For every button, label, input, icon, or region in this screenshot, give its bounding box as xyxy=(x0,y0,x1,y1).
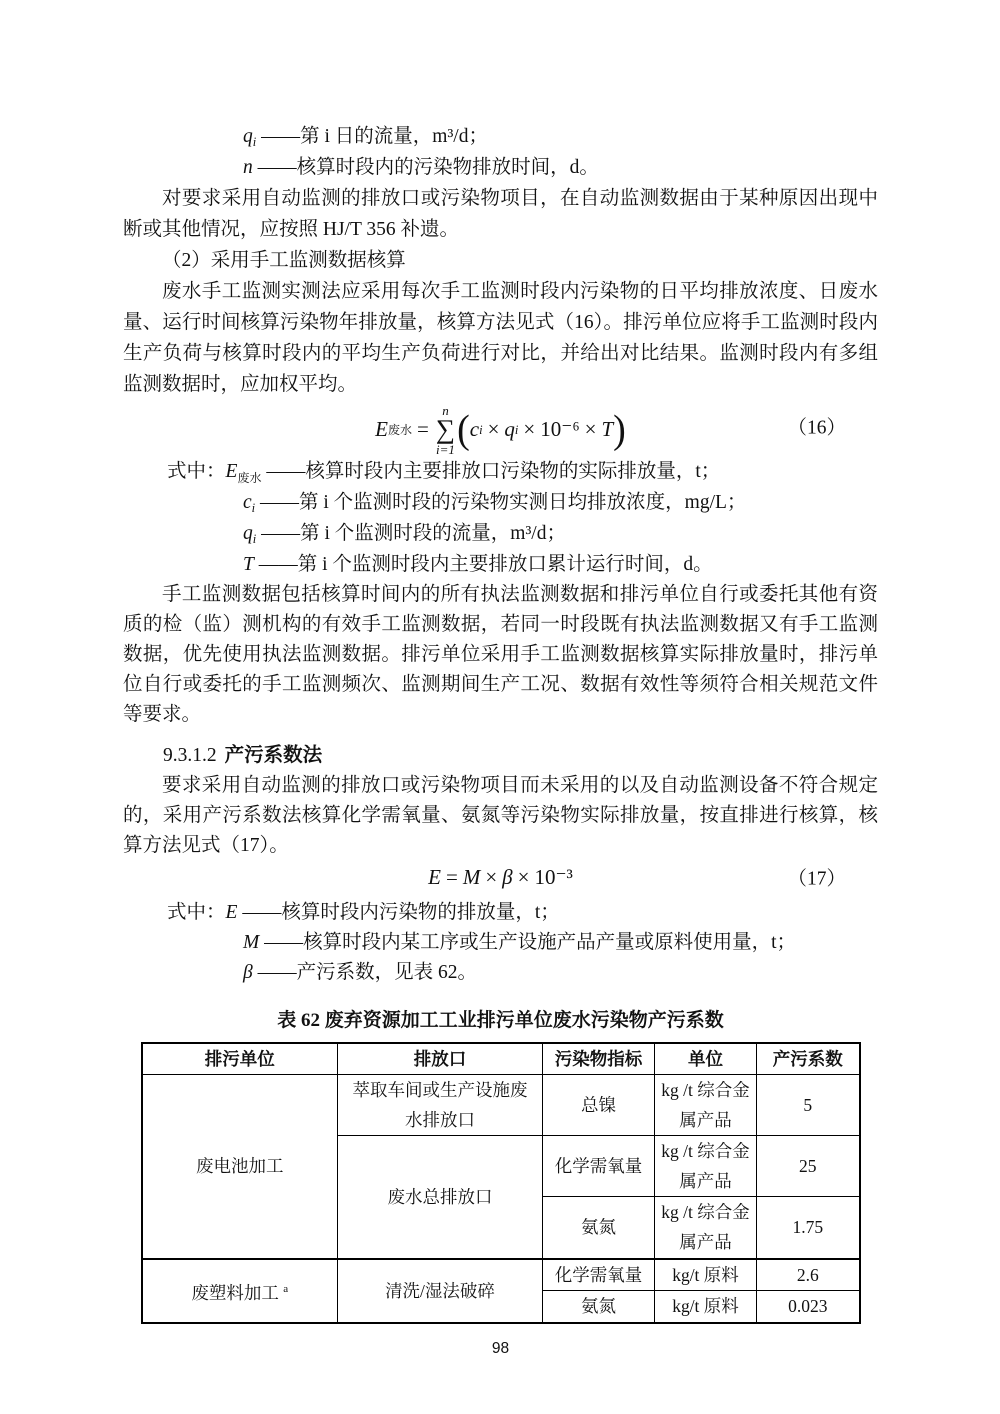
math-var: E xyxy=(428,865,441,889)
formula-16-expression: E 废水 = n ∑ i=1 ( c i × q i × 10⁻⁶ × T ) xyxy=(375,403,626,457)
definition-text: ——第 i 个监测时段的流量，m³/d； xyxy=(261,523,566,544)
power-of-ten: 10⁻³ xyxy=(534,865,573,889)
math-var: q xyxy=(504,417,515,442)
cell-coefficient: 1.75 xyxy=(757,1197,860,1259)
math-var: T xyxy=(243,554,254,575)
cell-unit: kg /t 综合金属产品 xyxy=(655,1075,757,1136)
equals-sign: = xyxy=(417,417,429,442)
where-clause-16 xyxy=(123,456,878,580)
polluting-unit-text: 废塑料加工 xyxy=(191,1282,279,1303)
times-sign: × xyxy=(517,865,530,889)
paragraph-auto-monitoring: 对要求采用自动监测的排放口或污染物项目，在自动监测数据由于某种原因出现中断或其他情况，应按照 HJ/T 356 补遗。 xyxy=(123,188,878,240)
math-subscript: i xyxy=(251,501,256,515)
cell-coefficient: 2.6 xyxy=(757,1259,860,1291)
times-sign: × xyxy=(523,417,536,442)
cell-pollutant: 化学需氧量 xyxy=(543,1136,655,1197)
math-subscript: i xyxy=(252,532,257,546)
table-row xyxy=(142,1075,860,1136)
section-heading-9312 xyxy=(163,740,878,771)
header-pollutant-indicator: 污染物指标 xyxy=(543,1043,655,1075)
summation-symbol xyxy=(436,404,455,456)
pollution-coefficient-table xyxy=(141,1042,861,1324)
sigma-icon: ∑ xyxy=(435,414,456,444)
where-line xyxy=(167,897,878,928)
math-subscript: i xyxy=(252,135,257,149)
header-coefficient: 产污系数 xyxy=(757,1043,860,1075)
math-var: E xyxy=(375,417,388,442)
section-title: 产污系数法 xyxy=(224,745,323,766)
math-var: E xyxy=(225,902,238,923)
cell-pollutant: 总镍 xyxy=(543,1075,655,1136)
paragraph-manual-data-rules: 手工监测数据包括核算时间内的所有执法监测数据和排污单位自行或委托其他有资质的检（监）测机构的有效手工监测数据，若同一时段既有执法监测数据又有手工监测数据，优先使用执法监测数据。排污单位采用手工监测数据核算实际排放量时，排污单位自行或委托的手工监测频次、监测期间生产工况、数据有效性等须符合相关规范文件等要求。 xyxy=(123,584,878,725)
header-polluting-unit: 排污单位 xyxy=(142,1043,338,1075)
math-var: M xyxy=(243,932,260,953)
formula-17-row xyxy=(123,863,878,895)
where-clause-17 xyxy=(123,897,878,988)
definition-text: ——第 i 个监测时段的污染物实测日均排放浓度，mg/L； xyxy=(260,492,747,513)
equals-sign: = xyxy=(445,865,458,889)
cell-outlet: 废水总排放口 xyxy=(338,1136,543,1259)
formula-17-expression xyxy=(428,867,573,888)
sum-lower-limit: i=1 xyxy=(436,441,455,457)
times-sign: × xyxy=(584,417,597,442)
cell-coefficient: 5 xyxy=(757,1075,860,1136)
cell-unit: kg /t 综合金属产品 xyxy=(655,1197,757,1259)
formula-16-row xyxy=(123,403,878,457)
paragraph-coefficient-method: 要求采用自动监测的排放口或污染物项目而未采用的以及自动监测设备不符合规定的，采用产污系数法核算化学需氧量、氨氮等污染物实际排放量，按直排进行核算，核算方法见式（17）。 xyxy=(123,775,878,856)
table-header-row xyxy=(142,1043,860,1075)
definition-line-n xyxy=(243,152,878,183)
formula-16-number: （16） xyxy=(787,417,846,439)
where-line xyxy=(243,518,878,549)
footnote-marker: a xyxy=(283,1282,289,1295)
where-line xyxy=(243,487,878,518)
paragraph-manual-method: 废水手工监测实测法应采用每次手工监测时段内污染物的日平均排放浓度、日废水量、运行时间核算污染物年排放量，核算方法见式（16）。排污单位应将手工监测时段内生产负荷与核算时段内的平均生产负荷进行对比，并给出对比结果。监测时段内有多组监测数据时，应加权平均。 xyxy=(123,281,878,395)
table-row xyxy=(142,1259,860,1291)
definition-text: ——产污系数，见表 62。 xyxy=(257,962,477,983)
open-paren: ( xyxy=(457,407,470,452)
cell-polluting-unit: 废电池加工 xyxy=(142,1075,338,1259)
cell-pollutant: 氨氮 xyxy=(543,1197,655,1259)
definition-text: ——第 i 个监测时段内主要排放口累计运行时间，d。 xyxy=(258,554,713,575)
times-sign: × xyxy=(485,865,498,889)
math-var: E xyxy=(225,461,238,482)
definition-text: ——第 i 日的流量，m³/d； xyxy=(261,126,488,147)
cell-polluting-unit xyxy=(142,1259,338,1323)
math-var: c xyxy=(243,492,252,513)
math-var: c xyxy=(469,417,480,442)
cell-outlet: 萃取车间或生产设施废水排放口 xyxy=(338,1075,543,1136)
where-prefix: 式中： xyxy=(167,902,226,923)
math-var: β xyxy=(502,865,513,889)
section-number: 9.3.1.2 xyxy=(163,745,217,766)
subheading-manual-monitoring: （2）采用手工监测数据核算 xyxy=(162,250,406,271)
cell-pollutant: 氨氮 xyxy=(543,1291,655,1323)
cell-unit: kg /t 综合金属产品 xyxy=(655,1136,757,1197)
math-var: T xyxy=(601,417,614,442)
power-of-ten: 10⁻⁶ xyxy=(540,417,580,442)
math-var: q xyxy=(243,523,253,544)
math-var: n xyxy=(243,157,253,178)
definition-text: ——核算时段内主要排放口污染物的实际排放量，t； xyxy=(266,461,721,482)
definition-text: ——核算时段内污染物的排放量，t； xyxy=(242,902,560,923)
table-62-title: 表 62 废弃资源加工工业排污单位废水污染物产污系数 xyxy=(277,1010,724,1031)
times-sign: × xyxy=(487,417,500,442)
header-outlet: 排放口 xyxy=(338,1043,543,1075)
definition-text: ——核算时段内某工序或生产设施产品产量或原料使用量，t； xyxy=(264,932,797,953)
header-unit: 单位 xyxy=(655,1043,757,1075)
where-line xyxy=(167,456,878,487)
definition-text: ——核算时段内的污染物排放时间，d。 xyxy=(257,157,599,178)
sum-upper-limit: n xyxy=(442,403,449,418)
cell-unit: kg/t 原料 xyxy=(655,1291,757,1323)
where-prefix: 式中： xyxy=(167,461,226,482)
math-var: M xyxy=(462,865,481,889)
math-var: q xyxy=(243,126,253,147)
math-subscript: 废水 xyxy=(237,471,262,485)
cell-pollutant: 化学需氧量 xyxy=(543,1259,655,1291)
where-line xyxy=(243,928,878,958)
where-line xyxy=(243,549,878,580)
page-content xyxy=(123,0,878,1358)
page-number: 98 xyxy=(491,1339,510,1357)
cell-coefficient: 0.023 xyxy=(757,1291,860,1323)
cell-outlet: 清洗/湿法破碎 xyxy=(338,1259,543,1323)
close-paren: ) xyxy=(613,407,626,452)
where-line xyxy=(243,958,878,988)
formula-17-number: （17） xyxy=(787,868,846,890)
math-var: β xyxy=(243,962,253,983)
cell-unit: kg/t 原料 xyxy=(655,1259,757,1291)
definition-line-qi xyxy=(243,121,878,152)
cell-coefficient: 25 xyxy=(757,1136,860,1197)
